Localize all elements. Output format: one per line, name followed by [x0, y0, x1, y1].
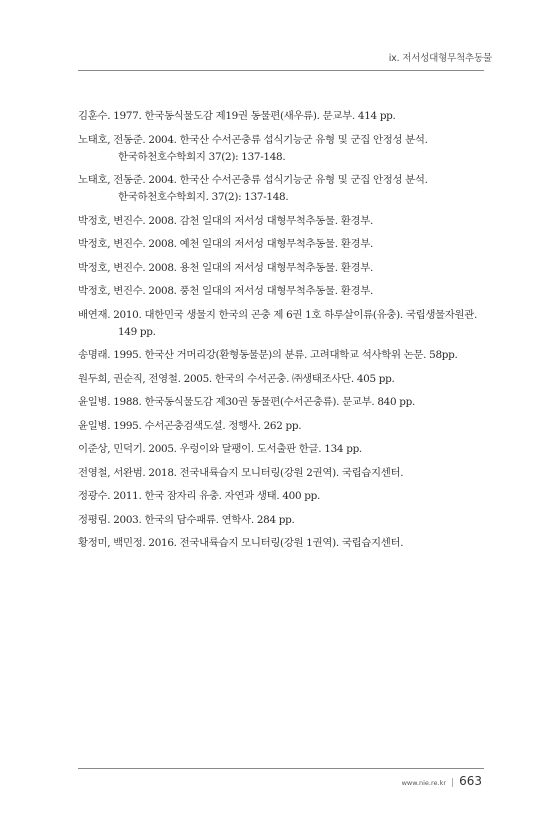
reference-entry: 이준상, 민덕기. 2005. 우렁이와 달팽이. 도서출판 한글. 134 pp. — [78, 443, 362, 455]
reference-entry: 윤일병. 1988. 한국동식물도감 제30권 동물편(수서곤충류). 문교부. 840 pp. — [78, 396, 415, 408]
reference-entry: 노태호, 전동준. 2004. 한국산 수서곤충류 섭식기능군 유형 및 군집 안정성 분석. 한국하천호수학회지 37(2): 137-148. — [78, 133, 428, 163]
reference-list — [78, 108, 484, 559]
reference-entry: 노태호, 전동준. 2004. 한국산 수서곤충류 섭식기능군 유형 및 군집 안정성 분석. 한국하천호수학회지. 37(2): 137-148. — [78, 174, 428, 203]
reference-entry: 전영철, 서완범. 2018. 전국내륙습지 모니터링(강원 2권역). 국립습지센터. — [78, 466, 404, 479]
footer-site-url: www.nie.re.kr — [401, 779, 447, 787]
reference-entry: 박정호, 변진수. 2008. 풍천 일대의 저서성 대형무척추동물. 환경부. — [78, 285, 373, 297]
page-number: 663 — [459, 774, 482, 788]
reference-entry: 황정미, 백민정. 2016. 전국내륙습지 모니터링(강원 1권역). 국립습지센터. — [78, 537, 404, 549]
reference-entry: 박정호, 변진수. 2008. 예천 일대의 저서성 대형무척추동물. 환경부. — [78, 238, 373, 250]
reference-entry: 김훈수. 1977. 한국동식물도감 제19권 동물편(새우류). 문교부. 414 pp. — [78, 110, 396, 122]
footer-rule — [78, 768, 484, 769]
reference-entry: 정광수. 2011. 한국 잠자리 유충. 자연과 생태. 400 pp. — [78, 490, 320, 502]
header-rule — [78, 70, 484, 71]
reference-entry: 박정호, 변진수. 2008. 용천 일대의 저서성 대형무척추동물. 환경부. — [78, 261, 373, 274]
reference-entry: 윤일병. 1995. 수서곤충검색도설. 정행사. 262 pp. — [78, 419, 302, 432]
reference-entry: 정평림. 2003. 한국의 담수패류. 연학사. 284 pp. — [78, 513, 295, 526]
reference-entry: 원두희, 권순직, 전영철. 2005. 한국의 수서곤충. ㈜생태조사단. 405 pp. — [78, 372, 395, 385]
reference-entry: 박정호, 변진수. 2008. 감천 일대의 저서성 대형무척추동물. 환경부. — [78, 214, 373, 227]
page-footer — [402, 774, 482, 788]
reference-entry: 배연재. 2010. 대한민국 생물지 한국의 곤충 제 6권 1호 하루살이류(유충). 국립생물자원관. 149 pp. — [78, 308, 478, 338]
reference-entry: 송명래. 1995. 한국산 거머리강(환형동물문)의 분류. 고려대학교 석사학위 논문. 58pp. — [78, 349, 458, 361]
footer-separator: | — [451, 778, 455, 788]
running-header: ix. 저서성대형무척추동물 — [388, 53, 492, 64]
